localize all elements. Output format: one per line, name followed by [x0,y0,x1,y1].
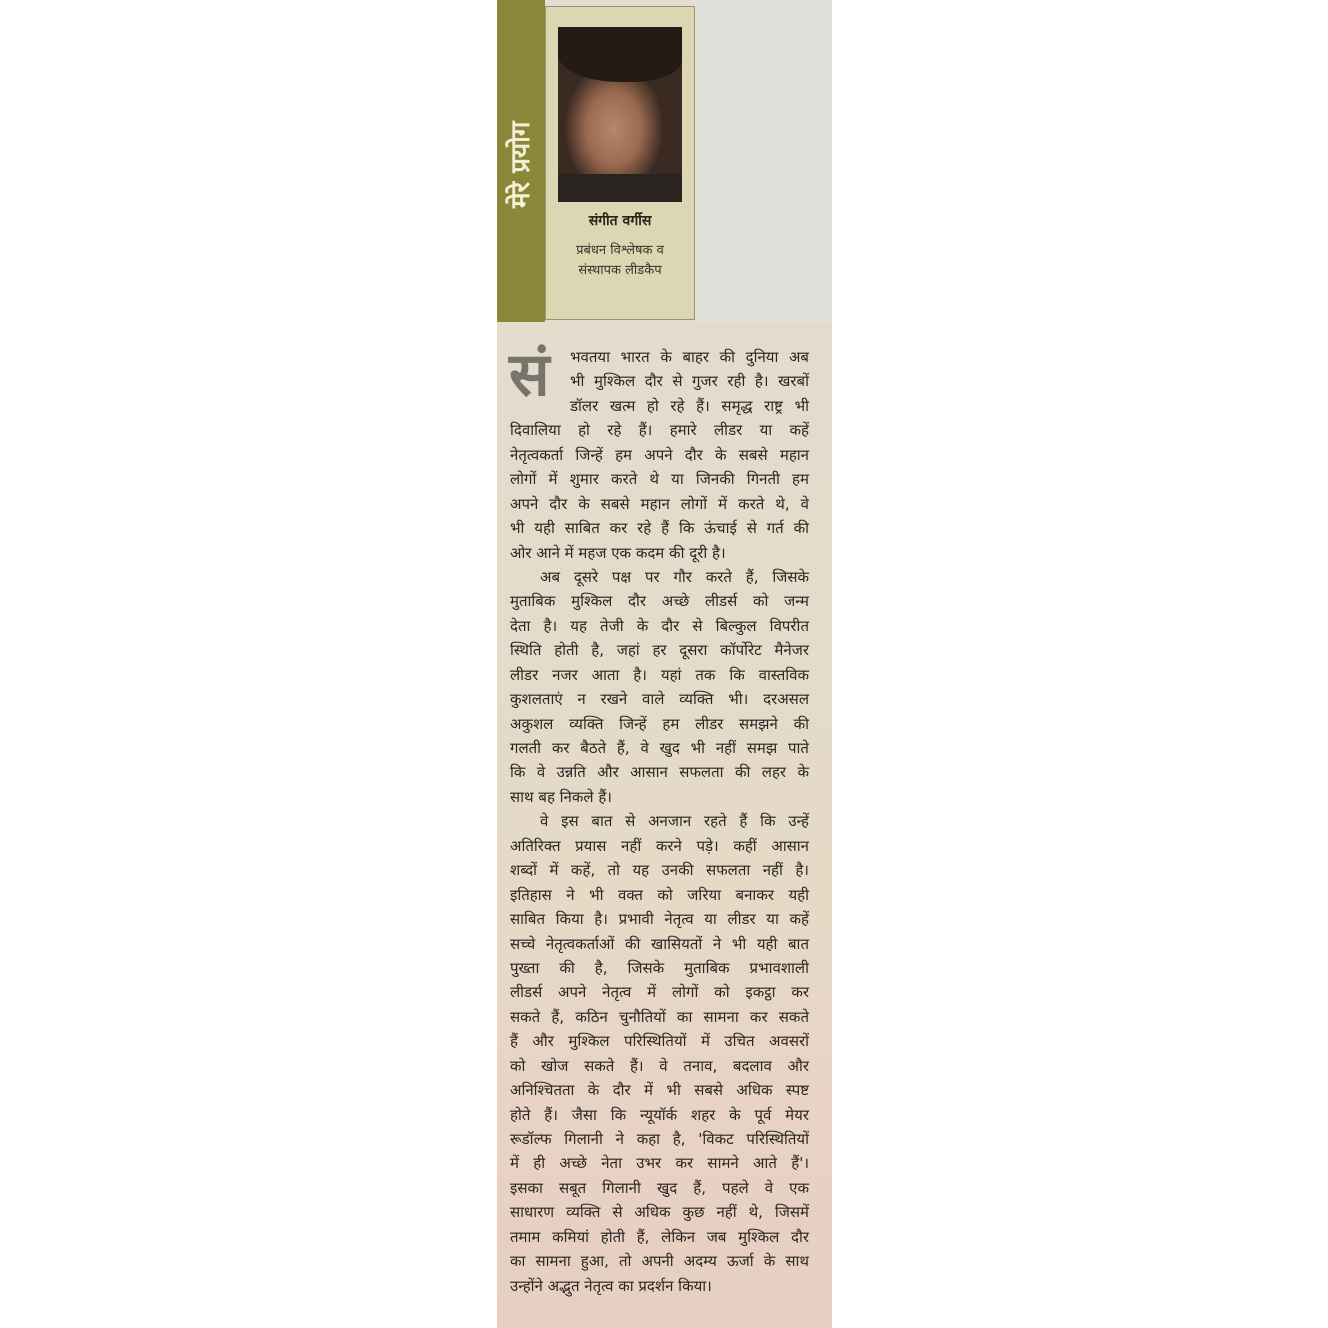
article-line: अकुशल व्यक्ति जिन्हें हम लीडर समझने की [510,714,809,733]
author-title-line2: संस्थापक लीडकैप [578,263,662,278]
article-line: कुशलताएं न रखने वाले व्यक्ति भी। दरअसल [510,690,809,709]
article-line: लोगों में शुमार करते थे या जिनकी गिनती हम [510,470,809,489]
article-line: को खोज सकते हैं। वे तनाव, बदलाव और [510,1056,809,1075]
article-line: ओर आने में महज एक कदम की दूरी है। [510,543,726,562]
article-line: लीडर नजर आता है। यहां तक कि वास्तविक [510,665,809,684]
article-line: गलती कर बैठते हैं, वे खुद भी नहीं समझ पाते [510,739,809,757]
author-title [546,241,694,281]
article-line: साधारण व्यक्ति से अधिक कुछ नहीं थे, जिसमें [510,1203,809,1222]
article-line: पुख्ता की है, जिसके मुताबिक प्रभावशाली [510,958,809,977]
author-photo [558,27,682,202]
article-line: तमाम कमियां होती हैं, लेकिन जब मुश्किल दौर [510,1227,809,1246]
article-line: अतिरिक्त प्रयास नहीं करने पड़े। कहीं आसान [510,836,809,855]
article-line: भी यही साबित कर रहे हैं कि ऊंचाई से गर्त की [510,519,809,538]
drop-cap: सं [509,340,550,410]
article-line: अनिश्चितता के दौर में भी सबसे अधिक स्पष्ट [510,1081,809,1100]
article-body [510,345,809,1298]
article-line: इतिहास ने भी वक्त को जरिया बनाकर यही [510,885,809,904]
article-line: शब्दों में कहें, तो यह उनकी सफलता नहीं है। [510,861,809,880]
article-line: भवतया भारत के बाहर की दुनिया अब [570,348,809,366]
article-line: साबित किया है। प्रभावी नेतृत्व या लीडर या कहें [510,910,809,929]
article-line: साथ बह निकले हैं। [510,787,612,806]
author-name: संगीत वर्गीस [588,213,652,229]
article-line: सच्चे नेतृत्वकर्ताओं की खासियतों ने भी यही बात [510,934,809,953]
article-line: इसका सबूत गिलानी खुद हैं, पहले वे एक [510,1178,809,1197]
article-line: डॉलर खत्म हो रहे हैं। समृद्ध राष्ट्र भी [570,396,809,415]
article-line: उन्होंने अद्भुत नेतृत्व का प्रदर्शन किया। [510,1276,712,1295]
article-line: में ही अच्छे नेता उभर कर सामने आते हैं'। [510,1154,809,1173]
article-line: रूडॉल्फ गिलानी ने कहा है, 'विकट परिस्थितियों [510,1130,809,1148]
series-title: मेरे प्रयोग [506,121,536,209]
article-line: का सामना हुआ, तो अपनी अदम्य ऊर्जा के साथ [510,1252,809,1271]
article-line: कि वे उन्नति और आसान सफलता की लहर के [510,763,809,782]
column-header-strip [497,0,545,322]
article-line: दिवालिया हो रहे हैं। हमारे लीडर या कहें [510,421,809,440]
article-line: देता है। यह तेजी के दौर से बिल्कुल विपरीत [510,616,809,635]
author-title-line1: प्रबंधन विश्लेषक व [576,243,664,258]
article-line: स्थिति होती है, जहां हर दूसरा कॉर्पोरेट मैनेजर [510,641,809,660]
article-line: सकते हैं, कठिन चुनौतियों का सामना कर सकते [510,1007,809,1026]
article-line: मुताबिक मुश्किल दौर अच्छे लीडर्स को जन्म [510,592,809,611]
article-line: अब दूसरे पक्ष पर गौर करते हैं, जिसके [540,567,809,586]
article-line: भी मुश्किल दौर से गुजर रही है। खरबों [570,372,809,391]
article-line: नेतृत्वकर्ता जिन्हें हम अपने दौर के सबसे महान [510,445,809,464]
article-line: हैं और मुश्किल परिस्थितियों में उचित अवसरों [510,1032,809,1051]
newspaper-clipping [497,0,832,1328]
article-line: लीडर्स अपने नेतृत्व में लोगों को इकट्ठा कर [510,983,809,1002]
adjacent-column-bleed [695,0,832,322]
author-card [545,6,695,320]
article-line: होते हैं। जैसा कि न्यूयॉर्क शहर के पूर्व मेयर [510,1105,809,1124]
article-line: अपने दौर के सबसे महान लोगों में करते थे, वे [510,494,809,513]
article-line: वे इस बात से अनजान रहते हैं कि उन्हें [540,812,809,831]
